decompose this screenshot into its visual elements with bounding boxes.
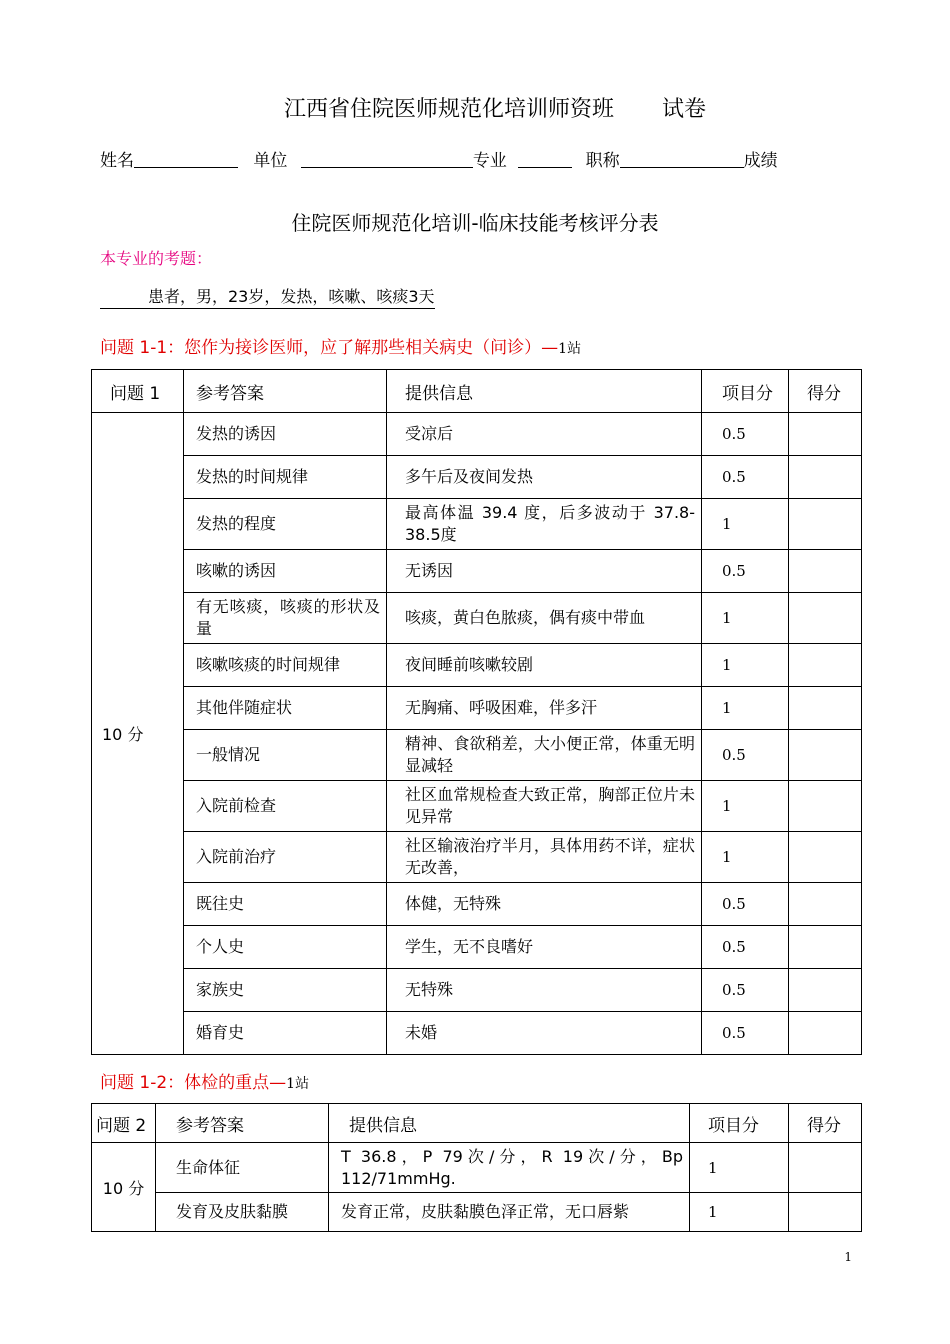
question-2-table xyxy=(91,1103,862,1232)
score-input-cell[interactable] xyxy=(789,926,862,969)
answer-cell: 有无咳痰，咳痰的形状及量 xyxy=(184,593,387,644)
unit-field[interactable] xyxy=(301,149,473,168)
answer-cell: 咳嗽的诱因 xyxy=(184,550,387,593)
answer-cell: 生命体征 xyxy=(156,1143,329,1193)
table-row xyxy=(92,687,862,730)
points-cell: 0.5 xyxy=(702,883,789,926)
info-cell: 体健，无特殊 xyxy=(387,883,702,926)
answer-cell: 家族史 xyxy=(184,969,387,1012)
table-header-row xyxy=(92,1104,862,1143)
points-cell: 1 xyxy=(702,499,789,550)
score-input-cell[interactable] xyxy=(789,969,862,1012)
header-info: 提供信息 xyxy=(387,370,702,413)
points-cell: 0.5 xyxy=(702,926,789,969)
score-input-cell[interactable] xyxy=(789,456,862,499)
score-input-cell[interactable] xyxy=(789,593,862,644)
candidate-info-line xyxy=(100,146,778,171)
info-cell: 咳痰，黄白色脓痰，偶有痰中带血 xyxy=(387,593,702,644)
answer-cell: 发热的诱因 xyxy=(184,413,387,456)
table-row xyxy=(92,926,862,969)
info-cell: 发育正常，皮肤黏膜色泽正常，无口唇紫 xyxy=(329,1193,690,1232)
info-cell: 无胸痛、呼吸困难，伴多汗 xyxy=(387,687,702,730)
info-cell: 社区输液治疗半月，具体用药不详，症状无改善， xyxy=(387,832,702,883)
points-cell: 0.5 xyxy=(702,1012,789,1055)
header-answer: 参考答案 xyxy=(156,1104,329,1143)
info-cell: 最高体温 39.4 度，后多波动于 37.8-38.5度 xyxy=(387,499,702,550)
answer-cell: 入院前治疗 xyxy=(184,832,387,883)
header-info: 提供信息 xyxy=(329,1104,690,1143)
table-row xyxy=(92,969,862,1012)
info-cell: T 36.8，P 79次/分，R 19次/分，Bp 112/71mmHg. xyxy=(329,1143,690,1193)
answer-cell: 其他伴随症状 xyxy=(184,687,387,730)
name-label: 姓名 xyxy=(100,151,134,171)
score-input-cell[interactable] xyxy=(789,550,862,593)
score-input-cell[interactable] xyxy=(789,883,862,926)
points-cell: 1 xyxy=(702,832,789,883)
score-input-cell[interactable] xyxy=(789,1193,862,1232)
header-score: 得分 xyxy=(789,1104,862,1143)
exam-title: 江西省住院医师规范化培训师资班 试卷 xyxy=(283,97,707,122)
header-question: 问题 1 xyxy=(92,370,184,413)
points-cell: 0.5 xyxy=(702,730,789,781)
answer-cell: 入院前检查 xyxy=(184,781,387,832)
answer-cell: 一般情况 xyxy=(184,730,387,781)
table-row xyxy=(92,781,862,832)
score-input-cell[interactable] xyxy=(789,413,862,456)
section-label: 本专业的考题： xyxy=(100,249,213,268)
table-row xyxy=(92,644,862,687)
score-input-cell[interactable] xyxy=(789,499,862,550)
points-cell: 0.5 xyxy=(702,456,789,499)
table-row xyxy=(92,456,862,499)
question-1-heading: 问题 1-1：您作为接诊医师，应了解那些相关病史（问诊）—1站 xyxy=(100,338,582,358)
answer-cell: 个人史 xyxy=(184,926,387,969)
info-cell: 社区血常规检查大致正常，胸部正位片未见异常 xyxy=(387,781,702,832)
question-1-table xyxy=(91,369,862,1055)
points-cell: 1 xyxy=(690,1193,789,1232)
points-cell: 1 xyxy=(702,781,789,832)
header-answer: 参考答案 xyxy=(184,370,387,413)
major-label: 专业 xyxy=(472,151,507,171)
rank-label: 职称 xyxy=(585,151,620,171)
points-cell: 1 xyxy=(702,644,789,687)
info-cell: 受凉后 xyxy=(387,413,702,456)
score-input-cell[interactable] xyxy=(789,832,862,883)
table-row xyxy=(92,1193,862,1232)
score-input-cell[interactable] xyxy=(789,1012,862,1055)
info-cell: 多午后及夜间发热 xyxy=(387,456,702,499)
header-points: 项目分 xyxy=(690,1104,789,1143)
total-points: 10 分 xyxy=(92,1143,156,1232)
answer-cell: 发热的程度 xyxy=(184,499,387,550)
points-cell: 1 xyxy=(702,687,789,730)
info-cell: 精神、食欲稍差，大小便正常，体重无明显减轻 xyxy=(387,730,702,781)
table-header-row xyxy=(92,370,862,413)
form-subtitle: 住院医师规范化培训-临床技能考核评分表 xyxy=(291,211,659,235)
case-description: 患者，男，23岁，发热，咳嗽、咳痰3天 xyxy=(100,284,435,309)
info-cell: 夜间睡前咳嗽较剧 xyxy=(387,644,702,687)
points-cell: 0.5 xyxy=(702,413,789,456)
table-row xyxy=(92,499,862,550)
header-question: 问题 2 xyxy=(92,1104,156,1143)
answer-cell: 既往史 xyxy=(184,883,387,926)
points-cell: 1 xyxy=(702,593,789,644)
points-cell: 1 xyxy=(690,1143,789,1193)
name-field[interactable] xyxy=(134,149,238,168)
score-input-cell[interactable] xyxy=(789,687,862,730)
table-row xyxy=(92,730,862,781)
score-input-cell[interactable] xyxy=(789,730,862,781)
table-row xyxy=(92,413,862,456)
info-cell: 未婚 xyxy=(387,1012,702,1055)
table-row xyxy=(92,1012,862,1055)
unit-label: 单位 xyxy=(253,151,288,171)
major-field[interactable] xyxy=(518,149,572,168)
answer-cell: 婚育史 xyxy=(184,1012,387,1055)
points-cell: 0.5 xyxy=(702,969,789,1012)
total-points: 10 分 xyxy=(92,413,184,1055)
table-row xyxy=(92,1143,862,1193)
info-cell: 学生，无不良嗜好 xyxy=(387,926,702,969)
points-cell: 0.5 xyxy=(702,550,789,593)
header-points: 项目分 xyxy=(702,370,789,413)
table-row xyxy=(92,883,862,926)
answer-cell: 发热的时间规律 xyxy=(184,456,387,499)
header-score: 得分 xyxy=(789,370,862,413)
table-row xyxy=(92,550,862,593)
table-row xyxy=(92,832,862,883)
page-number: 1 xyxy=(844,1250,852,1264)
rank-field[interactable] xyxy=(620,149,744,168)
score-input-cell[interactable] xyxy=(789,781,862,832)
answer-cell: 发育及皮肤黏膜 xyxy=(156,1193,329,1232)
score-input-cell[interactable] xyxy=(789,1143,862,1193)
answer-cell: 咳嗽咳痰的时间规律 xyxy=(184,644,387,687)
score-label: 成绩 xyxy=(743,151,778,171)
score-input-cell[interactable] xyxy=(789,644,862,687)
question-2-heading: 问题 1-2：体检的重点—1站 xyxy=(100,1073,310,1093)
info-cell: 无诱因 xyxy=(387,550,702,593)
table-row xyxy=(92,593,862,644)
info-cell: 无特殊 xyxy=(387,969,702,1012)
